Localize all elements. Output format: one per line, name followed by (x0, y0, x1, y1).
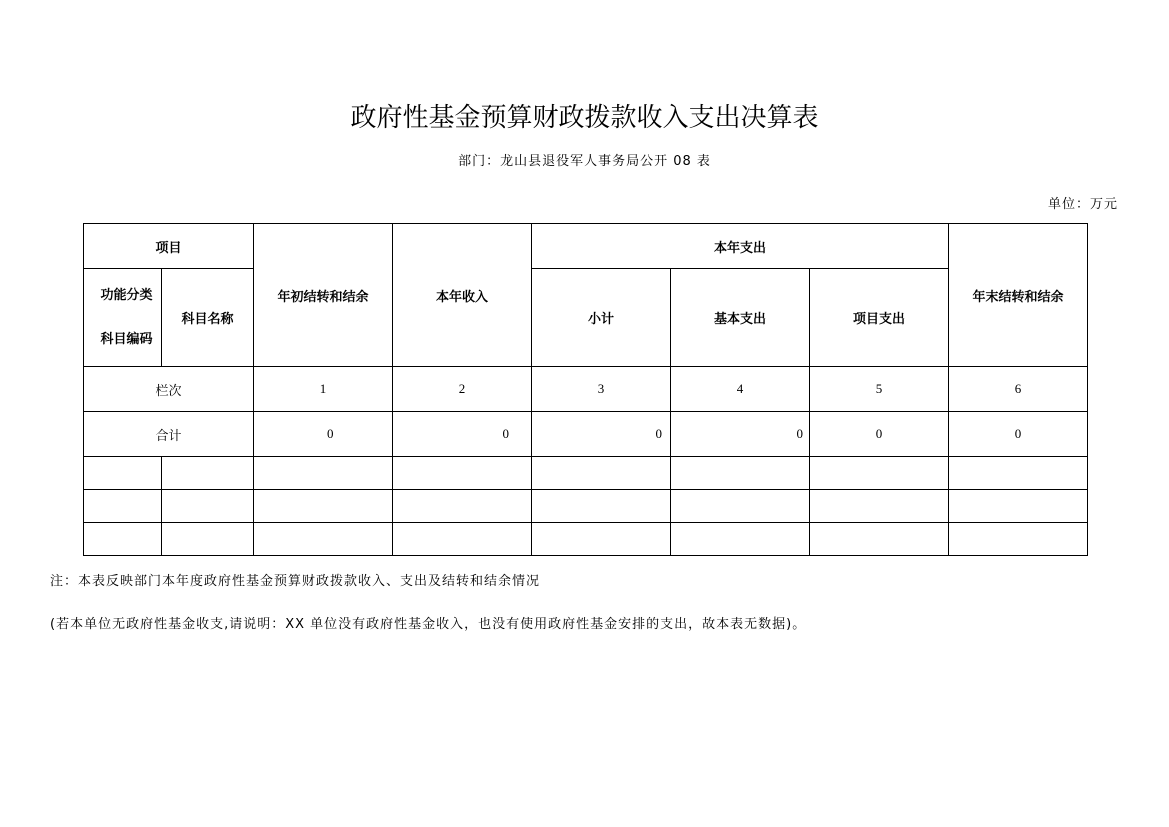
department-subtitle: 部门：龙山县退役军人事务局公开 08 表 (458, 154, 711, 169)
budget-table (83, 223, 1088, 556)
column-number: 6 (949, 367, 1088, 412)
column-number: 4 (671, 367, 810, 412)
total-value: 0 (671, 412, 810, 457)
header-income: 本年收入 (393, 224, 532, 367)
header-func-code-line1: 功能分类 (100, 287, 153, 303)
header-func-code (84, 269, 162, 367)
header-subject-name: 科目名称 (162, 269, 254, 367)
total-value: 0 (254, 412, 393, 457)
column-number: 5 (810, 367, 949, 412)
column-row-label: 栏次 (84, 367, 254, 412)
total-value: 0 (532, 412, 671, 457)
note-line-1: 注：本表反映部门本年度政府性基金预算财政拨款收入、支出及结转和结余情况 (50, 574, 541, 589)
total-value: 0 (393, 412, 532, 457)
column-number: 3 (532, 367, 671, 412)
table-row (84, 523, 1088, 556)
header-begin-balance: 年初结转和结余 (254, 224, 393, 367)
page-title: 政府性基金预算财政拨款收入支出决算表 (350, 103, 819, 133)
header-project-expense: 项目支出 (810, 269, 949, 367)
table-row (84, 457, 1088, 490)
header-expense: 本年支出 (532, 224, 949, 269)
column-number: 2 (393, 367, 532, 412)
total-value: 0 (810, 412, 949, 457)
header-subtotal: 小计 (532, 269, 671, 367)
header-basic: 基本支出 (671, 269, 810, 367)
unit-label: 单位：万元 (1047, 197, 1118, 212)
note-line-2: (若本单位无政府性基金收支,请说明：XX 单位没有政府性基金收入，也没有使用政府性基金安排的支出，故本表无数据)。 (50, 617, 807, 632)
header-project: 项目 (84, 224, 254, 269)
total-value: 0 (949, 412, 1088, 457)
total-row-label: 合计 (84, 412, 254, 457)
header-func-code-line2: 科目编码 (100, 331, 153, 347)
column-number: 1 (254, 367, 393, 412)
header-end-balance: 年末结转和结余 (949, 224, 1088, 367)
table-row (84, 490, 1088, 523)
